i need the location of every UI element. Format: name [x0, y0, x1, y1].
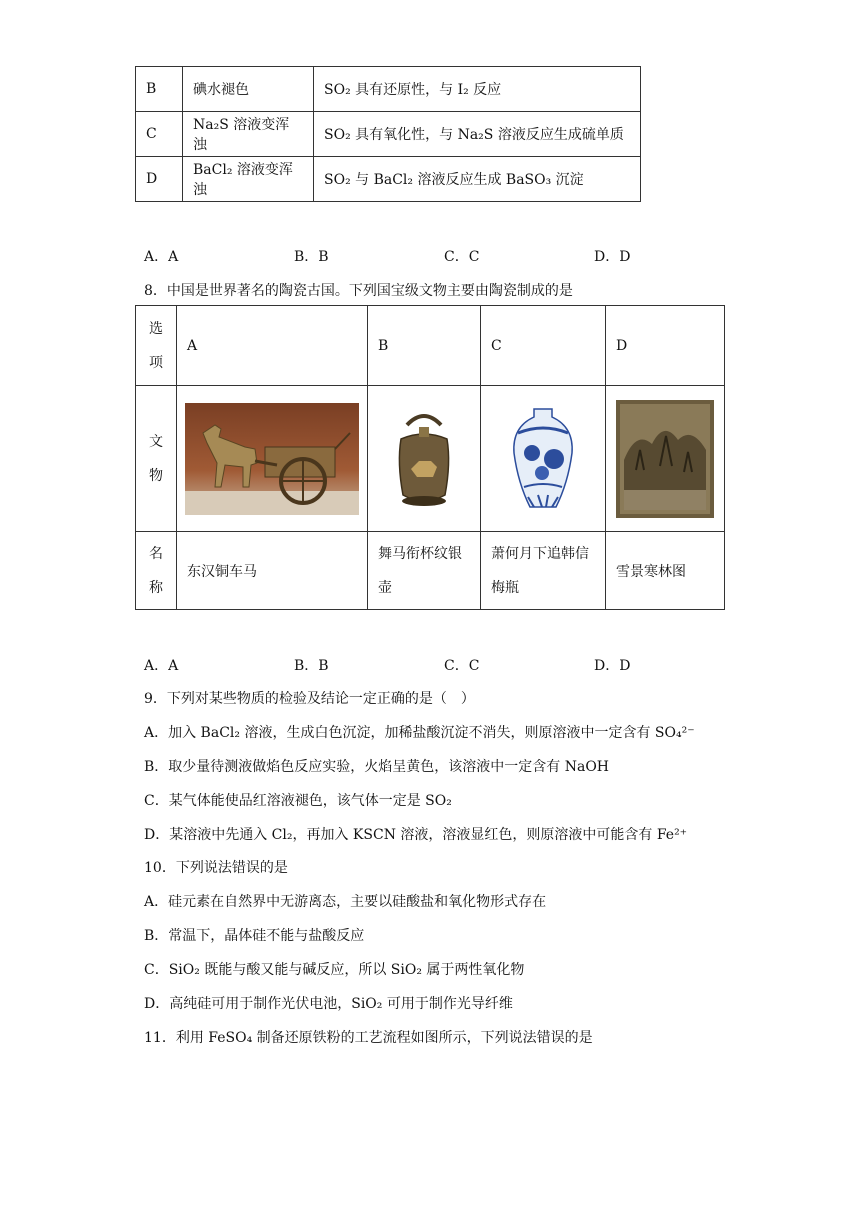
row-header-relic	[136, 386, 177, 532]
silver-pot-image	[387, 403, 461, 515]
choice-b[interactable]: B．B	[294, 658, 329, 674]
relic-name: 舞马衔杯纹银壶	[368, 532, 481, 610]
header-char: 名	[149, 545, 163, 562]
table-cell: Na₂S 溶液变浑浊	[183, 112, 314, 157]
choice-b[interactable]: B．B	[294, 249, 329, 265]
table-row	[136, 112, 641, 157]
table-cell: 碘水褪色	[183, 67, 314, 112]
header-char: 项	[149, 354, 163, 371]
q7-table	[135, 66, 641, 202]
relic-image-cell	[606, 386, 725, 532]
row-header-option	[136, 306, 177, 386]
q9-option-c[interactable]: C．某气体能使品红溶液褪色，该气体一定是 SO₂	[144, 793, 452, 809]
table-row	[136, 532, 725, 610]
table-cell: C	[136, 112, 183, 157]
snow-forest-painting-image	[616, 400, 714, 518]
header-char: 文	[149, 433, 163, 450]
choice-a[interactable]: A．A	[144, 249, 179, 265]
header-char: 物	[149, 467, 163, 484]
table-cell: B	[136, 67, 183, 112]
table-cell: BaCl₂ 溶液变浑浊	[183, 157, 314, 202]
q9-option-a[interactable]: A．加入 BaCl₂ 溶液，生成白色沉淀，加稀盐酸沉淀不消失，则原溶液中一定含有 SO₄²⁻	[144, 725, 695, 741]
relic-image-cell	[481, 386, 606, 532]
q10-option-b[interactable]: B．常温下，晶体硅不能与盐酸反应	[144, 928, 365, 944]
choice-c[interactable]: C．C	[444, 658, 480, 674]
header-char: 选	[149, 320, 163, 337]
header-char: 称	[149, 579, 163, 596]
q8-table	[135, 305, 725, 610]
q9-option-d[interactable]: D．某溶液中先通入 Cl₂，再加入 KSCN 溶液，溶液显红色，则原溶液中可能含有 Fe²⁺	[144, 827, 688, 843]
bronze-chariot-horse-image	[185, 403, 359, 515]
choice-c[interactable]: C．C	[444, 249, 480, 265]
question-9-stem: 9．下列对某些物质的检验及结论一定正确的是（ ）	[144, 691, 475, 707]
option-a-label: A	[177, 306, 368, 386]
table-cell: SO₂ 具有氧化性，与 Na₂S 溶液反应生成硫单质	[314, 112, 641, 157]
relic-name: 东汉铜车马	[177, 532, 368, 610]
question-11-stem: 11．利用 FeSO₄ 制备还原铁粉的工艺流程如图所示，下列说法错误的是	[144, 1030, 593, 1046]
row-header-name	[136, 532, 177, 610]
q10-option-d[interactable]: D．高纯硅可用于制作光伏电池，SiO₂ 可用于制作光导纤维	[144, 996, 513, 1012]
q10-option-a[interactable]: A．硅元素在自然界中无游离态，主要以硅酸盐和氧化物形式存在	[144, 894, 547, 910]
plum-vase-image	[504, 403, 582, 515]
option-b-label: B	[368, 306, 481, 386]
table-cell: SO₂ 具有还原性，与 I₂ 反应	[314, 67, 641, 112]
option-c-label: C	[481, 306, 606, 386]
question-8-stem: 8．中国是世界著名的陶瓷古国。下列国宝级文物主要由陶瓷制成的是	[144, 283, 573, 299]
relic-image-cell	[368, 386, 481, 532]
choice-d[interactable]: D．D	[594, 658, 631, 674]
choice-d[interactable]: D．D	[594, 249, 631, 265]
question-10-stem: 10．下列说法错误的是	[144, 860, 288, 876]
q9-option-b[interactable]: B．取少量待测液做焰色反应实验，火焰呈黄色，该溶液中一定含有 NaOH	[144, 759, 610, 775]
table-row	[136, 67, 641, 112]
table-row	[136, 386, 725, 532]
relic-name: 萧何月下追韩信梅瓶	[481, 532, 606, 610]
table-row	[136, 157, 641, 202]
relic-name: 雪景寒林图	[606, 532, 725, 610]
table-cell: D	[136, 157, 183, 202]
table-row	[136, 306, 725, 386]
q10-option-c[interactable]: C．SiO₂ 既能与酸又能与碱反应，所以 SiO₂ 属于两性氧化物	[144, 962, 525, 978]
choice-a[interactable]: A．A	[144, 658, 179, 674]
relic-image-cell	[177, 386, 368, 532]
table-cell: SO₂ 与 BaCl₂ 溶液反应生成 BaSO₃ 沉淀	[314, 157, 641, 202]
option-d-label: D	[606, 306, 725, 386]
